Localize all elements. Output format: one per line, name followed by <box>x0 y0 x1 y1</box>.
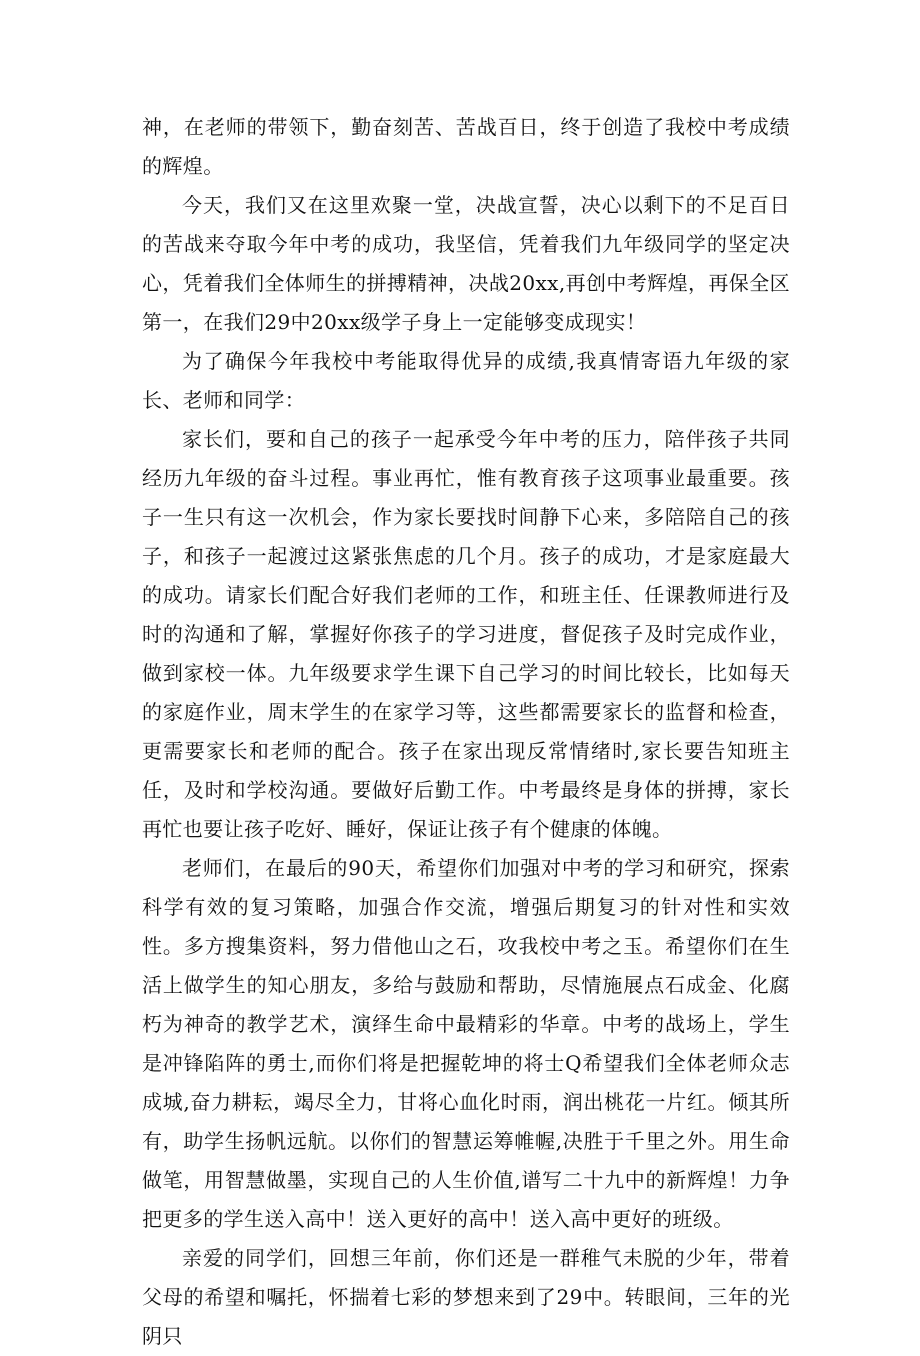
paragraph: 亲爱的同学们，回想三年前，你们还是一群稚气未脱的少年，带着父母的希望和嘱托，怀揣着七彩的梦想来到了29中。转眼间，三年的光阴只 <box>142 1246 790 1348</box>
paragraph: 神，在老师的带领下，勤奋刻苦、苦战百日，终于创造了我校中考成绩的辉煌。 <box>142 115 790 178</box>
paragraph: 老师们，在最后的90天，希望你们加强对中考的学习和研究，探索科学有效的复习策略，加强合作交流，增强后期复习的针对性和实效性。多方搜集资料，努力借他山之石，攻我校中考之玉。希望你们在生活上做学生的知心朋友，多给与鼓励和帮助，尽情施展点石成金、化腐朽为神奇的教学艺术，演绎生命中最精彩的华章。中考的战场上，学生是冲锋陷阵的勇士,而你们将是把握乾坤的将士Q希望我们全体老师众志成城,奋力耕耘，竭尽全力，甘将心血化时雨，润出桃花一片红。倾其所有，助学生扬帆远航。以你们的智慧运筹帷幄,决胜于千里之外。用生命做笔，用智慧做墨，实现自己的人生价值,谱写二十九中的新辉煌！力争把更多的学生送入高中！送入更好的高中！送入高中更好的班级。 <box>142 856 790 1231</box>
paragraph: 为了确保今年我校中考能取得优异的成绩,我真情寄语九年级的家长、老师和同学： <box>142 349 790 412</box>
document-body <box>142 108 790 1356</box>
paragraph: 今天，我们又在这里欢聚一堂，决战宣誓，决心以剩下的不足百日的苦战来夺取今年中考的成功，我坚信，凭着我们九年级同学的坚定决心，凭着我们全体师生的拼搏精神，决战20xx,再创中考辉煌，再保全区第一，在我们29中20xx级学子身上一定能够变成现实！ <box>142 193 790 334</box>
paragraph: 家长们，要和自己的孩子一起承受今年中考的压力，陪伴孩子共同经历九年级的奋斗过程。事业再忙，惟有教育孩子这项事业最重要。孩子一生只有这一次机会，作为家长要找时间静下心来，多陪陪自己的孩子，和孩子一起渡过这紧张焦虑的几个月。孩子的成功，才是家庭最大的成功。请家长们配合好我们老师的工作，和班主任、任课教师进行及时的沟通和了解，掌握好你孩子的学习进度，督促孩子及时完成作业，做到家校一体。九年级要求学生课下自己学习的时间比较长，比如每天的家庭作业，周末学生的在家学习等，这些都需要家长的监督和检查，更需要家长和老师的配合。孩子在家出现反常情绪时,家长要告知班主任，及时和学校沟通。要做好后勤工作。中考最终是身体的拼搏，家长再忙也要让孩子吃好、睡好，保证让孩子有个健康的体魄。 <box>142 427 790 841</box>
